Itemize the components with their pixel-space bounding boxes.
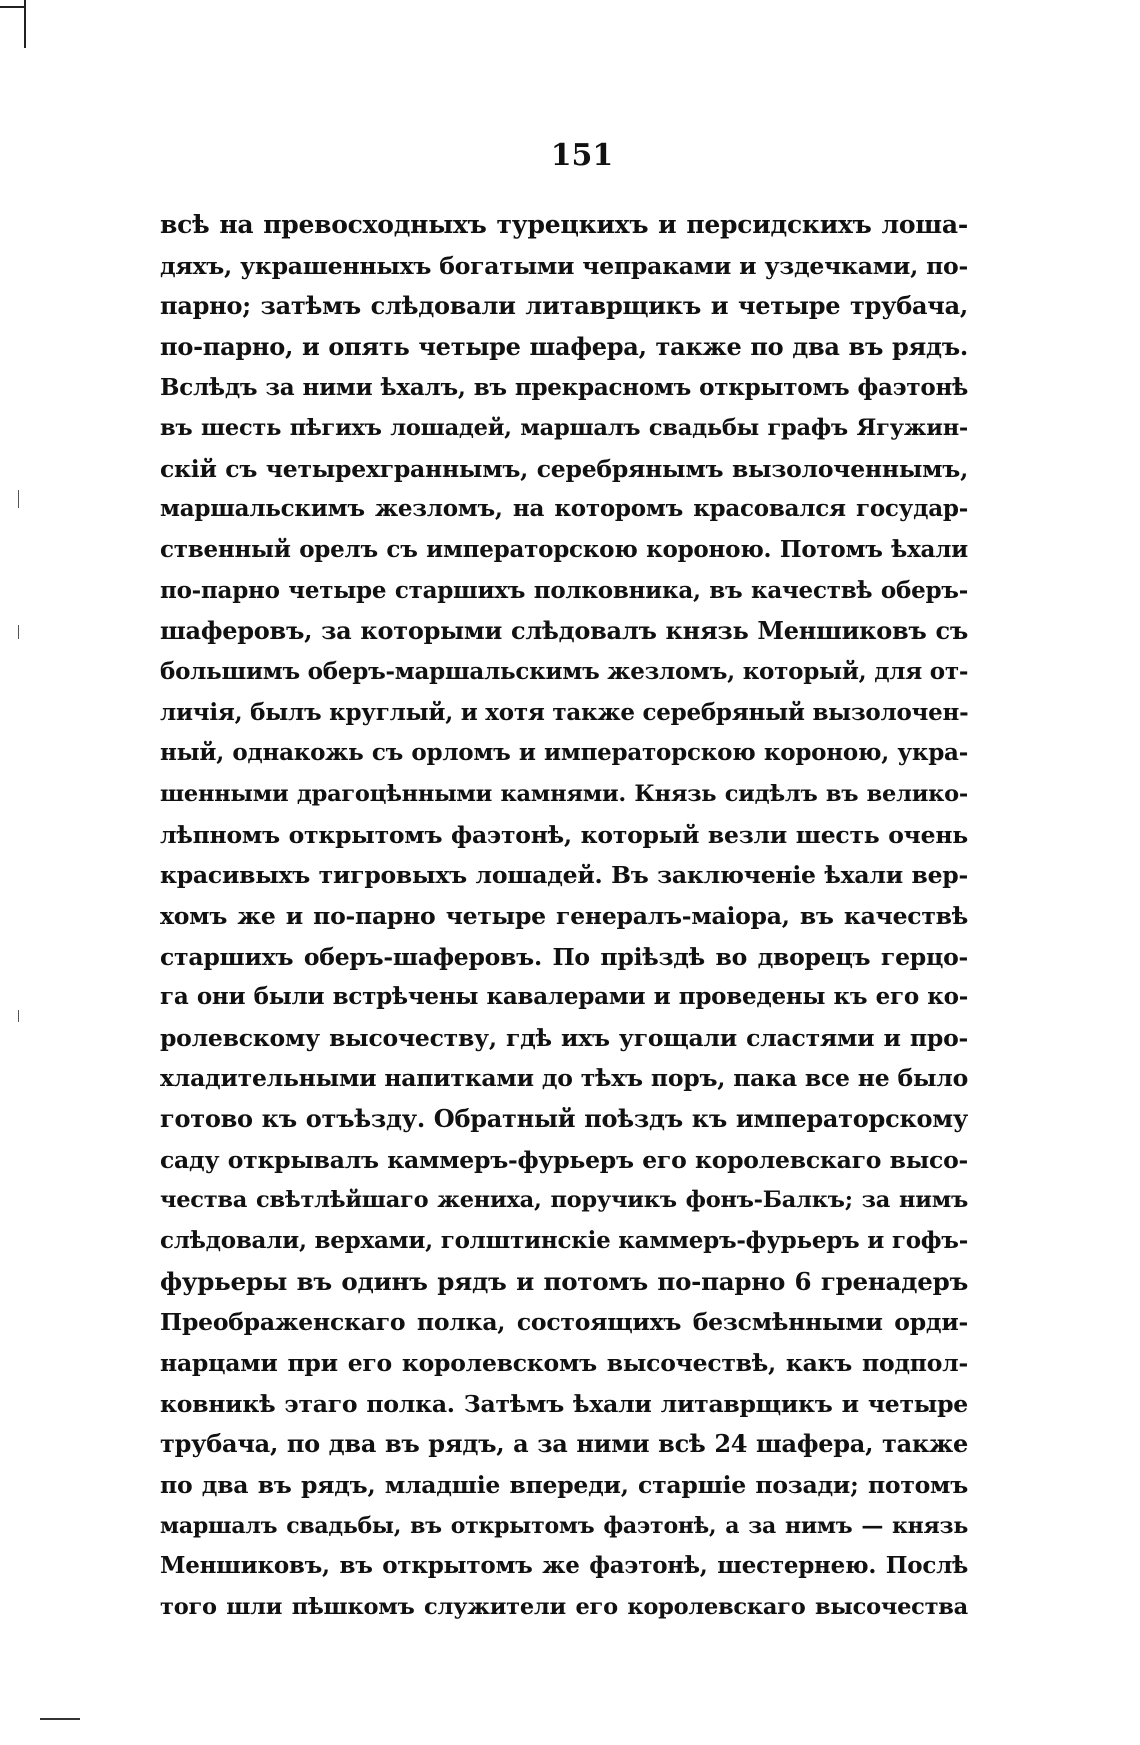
- text-line: того шли пѣшкомъ служители его королевскаго высочества: [160, 1593, 968, 1620]
- text-line: ный, однакожь съ орломъ и императорскою короною, укра-: [160, 739, 968, 767]
- scan-edge-mark: [18, 625, 19, 639]
- text-line: личія, былъ круглый, и хотя также серебряный вызолочен-: [160, 698, 969, 726]
- text-line: ственный орелъ съ императорскою короною. Потомъ ѣхали: [160, 536, 968, 564]
- text-line: дяхъ, украшенныхъ богатыми чепраками и уздечками, по-: [160, 251, 968, 280]
- text-line: маршалъ свадьбы, въ открытомъ фаэтонѣ, а за нимъ — князь: [160, 1512, 968, 1539]
- text-line: старшихъ оберъ-шаферовъ. По пріѣздѣ во дворецъ герцо-: [160, 942, 968, 971]
- text-line: Вслѣдъ за ними ѣхалъ, въ прекрасномъ открытомъ фаэтонѣ: [160, 373, 968, 401]
- text-line: трубача, по два въ рядъ, а за ними всѣ 24 шафера, также: [160, 1429, 968, 1459]
- text-line: готово къ отъѣзду. Обратный поѣздъ къ императорскому: [160, 1104, 968, 1134]
- text-line: красивыхъ тигровыхъ лошадей. Въ заключеніе ѣхали вер-: [160, 861, 968, 890]
- page-number: 151: [550, 138, 614, 173]
- text-line: маршальскимъ жезломъ, на которомъ красовался государ-: [160, 495, 968, 523]
- text-line: лѣпномъ открытомъ фаэтонѣ, который везли шесть очень: [160, 820, 968, 849]
- text-line: Меншиковъ, въ открытомъ же фаэтонѣ, шестернею. Послѣ: [160, 1552, 968, 1580]
- text-line: скій съ четырехграннымъ, серебрянымъ вызолоченнымъ,: [160, 454, 968, 483]
- text-line: Преображенскаго полка, состоящихъ безсмѣнными орди-: [160, 1308, 968, 1337]
- body-text: [160, 205, 968, 1627]
- scan-edge-mark: [18, 1010, 19, 1022]
- text-line: по два въ рядъ, младшіе впереди, старшіе позади; потомъ: [160, 1470, 968, 1499]
- text-line: га они были встрѣчены кавалерами и проведены къ его ко-: [160, 983, 968, 1011]
- text-line: фурьеры въ одинъ рядъ и потомъ по-парно 6 гренадеръ: [160, 1266, 968, 1296]
- text-line: ролевскому высочеству, гдѣ ихъ угощали сластями и про-: [160, 1023, 968, 1052]
- text-line: ковникѣ этаго полка. Затѣмъ ѣхали литаврщикъ и четыре: [160, 1389, 968, 1418]
- text-line: шенными драгоцѣнными камнями. Князь сидѣлъ въ велико-: [160, 780, 968, 807]
- scan-edge-mark: [18, 490, 19, 508]
- text-line: саду открывалъ каммеръ-фурьеръ его королевскаго высо-: [160, 1145, 968, 1174]
- text-line: парно; затѣмъ слѣдовали литаврщикъ и четыре трубача,: [160, 291, 968, 321]
- scan-edge-mark: [0, 6, 26, 8]
- text-line: нарцами при его королевскомъ высочествѣ, какъ подпол-: [160, 1348, 968, 1377]
- text-line: большимъ оберъ-маршальскимъ жезломъ, который, для от-: [160, 658, 969, 686]
- text-line: хомъ же и по-парно четыре генералъ-маіора, въ качествѣ: [160, 901, 968, 930]
- text-line: хладительными напитками до тѣхъ поръ, пака все не было: [160, 1064, 968, 1093]
- text-line: чества свѣтлѣйшаго жениха, поручикъ фонъ-Балкъ; за нимъ: [160, 1187, 968, 1214]
- scan-edge-mark: [40, 1718, 80, 1720]
- text-line: въ шесть пѣгихъ лошадей, маршалъ свадьбы графъ Ягужин-: [160, 415, 968, 442]
- text-line: слѣдовали, верхами, голштинскіе каммеръ-фурьеръ и гофъ-: [160, 1227, 968, 1255]
- text-line: всѣ на превосходныхъ турецкихъ и персидскихъ лоша-: [160, 210, 968, 239]
- text-line: по-парно четыре старшихъ полковника, въ качествѣ оберъ-: [160, 576, 968, 604]
- text-line: по-парно, и опять четыре шафера, также по два въ рядъ.: [160, 331, 968, 361]
- text-line: шаферовъ, за которыми слѣдовалъ князь Меншиковъ съ: [160, 616, 968, 646]
